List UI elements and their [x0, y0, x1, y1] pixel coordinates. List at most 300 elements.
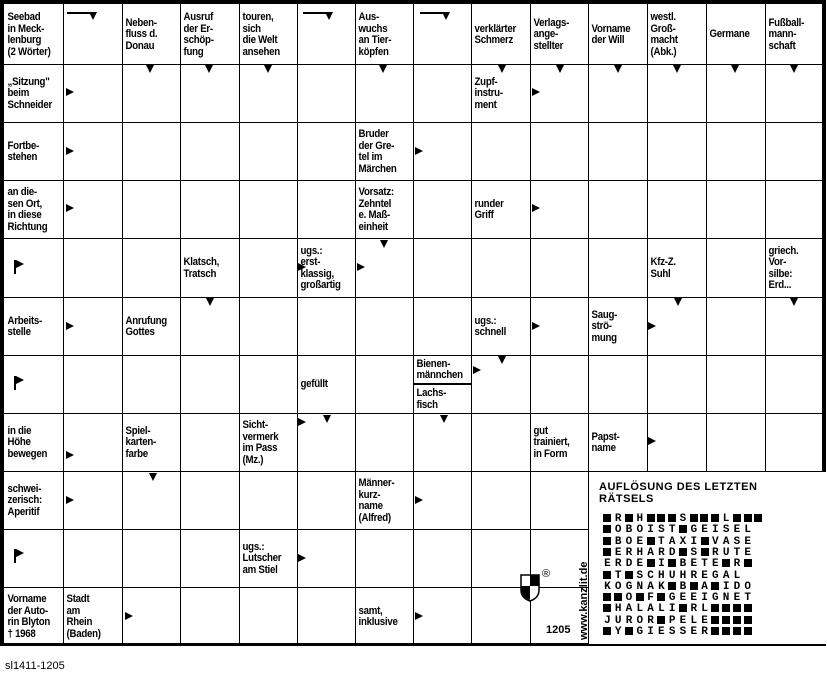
answer-cell[interactable] [530, 122, 588, 180]
arrow-right-icon [648, 322, 656, 330]
answer-cell[interactable] [706, 413, 765, 471]
solution-letter: G [712, 569, 719, 582]
solution-letter: B [679, 580, 687, 593]
answer-cell[interactable] [180, 355, 239, 413]
arrow-down-icon [790, 298, 798, 306]
solution-letter: R [690, 569, 698, 582]
arrow-down-icon [206, 298, 214, 306]
clue-lachs: Lachs- fisch [416, 387, 447, 411]
solution-block [701, 537, 709, 545]
clue-ausruf: Ausruf der Er- schöp- fung [183, 11, 214, 58]
arrow-right-icon [298, 554, 306, 562]
solution-letter: E [733, 592, 741, 605]
answer-cell[interactable] [355, 297, 413, 355]
clue-blyton: Vorname der Auto- rin Blyton † 1968 [7, 593, 51, 640]
solution-letter: I [647, 524, 654, 537]
solution-letter: E [712, 558, 719, 571]
solution-letter: N [722, 592, 730, 605]
solution-block [668, 514, 676, 522]
answer-cell[interactable] [765, 180, 826, 238]
answer-cell[interactable] [706, 122, 765, 180]
clue-hoehe: in die Höhe bewegen [7, 424, 48, 460]
solution-letter: R [647, 614, 654, 627]
solution-letter: B [679, 558, 687, 571]
solution-letter: G [668, 592, 676, 605]
solution-letter: O [614, 524, 622, 537]
arrow-right-icon [125, 612, 133, 620]
answer-cell[interactable] [4, 529, 63, 587]
arrow-right-icon [532, 88, 540, 96]
solution-letter: G [625, 580, 633, 593]
arrow-right-icon [648, 437, 656, 445]
solution-letter: A [701, 580, 708, 593]
solution-letter: I [690, 535, 698, 548]
answer-cell[interactable] [765, 355, 826, 413]
solution-block [657, 593, 665, 601]
solution-letter: D [733, 580, 741, 593]
answer-cell[interactable] [63, 529, 122, 587]
answer-cell[interactable] [297, 587, 355, 645]
solution-block [679, 548, 687, 556]
answer-cell[interactable] [297, 471, 355, 529]
answer-cell[interactable] [471, 413, 530, 471]
answer-cell[interactable] [239, 297, 297, 355]
answer-cell[interactable] [239, 471, 297, 529]
arrow-right-icon [473, 366, 481, 374]
solution-letter: E [636, 535, 644, 548]
arrow-right-icon [298, 263, 306, 271]
solution-letter: E [701, 614, 708, 627]
solution-block [603, 571, 611, 579]
solution-letter: R [625, 614, 633, 627]
solution-letter: S [668, 626, 676, 638]
solution-block [603, 514, 611, 522]
answer-cell[interactable] [4, 238, 63, 297]
clue-diesen-ort: an die- sen Ort, in diese Richtung [7, 186, 48, 233]
solution-letter: X [679, 535, 687, 548]
clue-gefuellt: gefüllt [300, 378, 328, 391]
solution-block [711, 627, 719, 635]
solution-block [722, 627, 730, 635]
solution-block [636, 593, 644, 601]
answer-cell[interactable] [63, 413, 122, 471]
solution-block [603, 593, 611, 601]
answer-cell[interactable] [413, 64, 471, 122]
solution-letter: S [722, 524, 730, 537]
clue-nebenfluss: Neben- fluss d. Donau [125, 16, 158, 52]
solution-block [700, 514, 708, 522]
solution-letter: I [722, 580, 730, 593]
clue-maenner: Männer- kurz- name (Alfred) [358, 477, 395, 524]
solution-letter: S [636, 569, 644, 582]
solution-letter: T [744, 592, 751, 605]
solution-letter: Y [614, 626, 622, 638]
solution-letter: G [690, 524, 698, 537]
solution-letter: R [712, 546, 719, 559]
solution-letter: B [625, 524, 633, 537]
solution-letter: E [701, 569, 708, 582]
solution-block [701, 548, 709, 556]
arrow-down-icon [440, 415, 448, 423]
clue-aperitif: schwei- zerisch: Aperitif [7, 482, 43, 518]
arrow-right-flag-icon [14, 376, 16, 390]
solution-block [668, 559, 676, 567]
arrow-right-icon [415, 147, 423, 155]
clue-auswuchs: Aus- wuchs an Tier- köpfen [358, 11, 392, 58]
solution-letter: L [744, 524, 752, 537]
solution-letter: P [668, 614, 676, 627]
arrow-down-icon [205, 65, 213, 73]
solution-letter: O [744, 580, 752, 593]
solution-letter: I [658, 558, 665, 571]
arrow-down-icon [556, 65, 564, 73]
answer-cell[interactable] [180, 471, 239, 529]
answer-cell[interactable] [588, 122, 647, 180]
solution-letter: E [701, 524, 708, 537]
solution-block [690, 514, 698, 522]
solution-letter: E [690, 558, 698, 571]
solution-row [602, 524, 753, 535]
solution-letter: E [658, 626, 665, 638]
solution-letter: T [614, 569, 622, 582]
clue-vorname-will: Vorname der Will [591, 22, 631, 46]
answer-cell[interactable] [413, 529, 471, 587]
solution-letter: U [614, 614, 622, 627]
solution-title: AUFLÖSUNG DES LETZTEN RÄTSELS [599, 481, 758, 505]
solution-letter: O [625, 535, 633, 548]
answer-cell[interactable] [588, 355, 647, 413]
clue-seebad: Seebad in Meck- lenburg (2 Wörter) [7, 11, 51, 58]
solution-letter: A [722, 535, 730, 548]
solution-block [679, 525, 687, 533]
answer-cell[interactable] [297, 122, 355, 180]
solution-letter: A [625, 603, 633, 616]
solution-block [679, 604, 687, 612]
answer-cell[interactable] [706, 180, 765, 238]
answer-cell[interactable] [239, 180, 297, 238]
solution-block [711, 616, 719, 624]
clue-trainiert: gut trainiert, in Form [533, 424, 570, 460]
answer-cell[interactable] [4, 355, 63, 413]
arrow-down-icon [731, 65, 739, 73]
solution-letter: R [733, 558, 741, 571]
arrow-down-icon [264, 65, 272, 73]
clue-vorsatz: Vorsatz: Zehntel e. Maß- einheit [358, 186, 394, 233]
arrow-down-icon [149, 473, 157, 481]
answer-cell[interactable] [471, 238, 530, 297]
solution-block [603, 537, 611, 545]
clue-fussball: Fußball- mann- schaft [768, 16, 805, 52]
clue-grossmacht: westl. Groß- macht (Abk.) [650, 11, 678, 58]
solution-letter: A [722, 569, 730, 582]
solution-letter: I [701, 592, 708, 605]
answer-cell[interactable] [647, 180, 706, 238]
solution-letter: L [701, 603, 708, 616]
solution-row [602, 581, 753, 592]
solution-block [744, 604, 752, 612]
clue-griff: runder Griff [474, 197, 504, 221]
solution-block [733, 616, 741, 624]
clue-sitzung: „Sitzung" beim Schneider [7, 75, 52, 111]
solution-letter: R [614, 513, 622, 525]
answer-cell[interactable] [413, 180, 471, 238]
footer-code: sl1411-1205 [5, 660, 65, 672]
solution-letter: J [604, 614, 611, 627]
answer-cell[interactable] [588, 180, 647, 238]
solution-letter: S [679, 626, 687, 638]
answer-cell[interactable] [647, 122, 706, 180]
solution-block [733, 627, 741, 635]
solution-block [744, 514, 752, 522]
solution-letter: O [636, 524, 644, 537]
solution-letter: E [614, 546, 622, 559]
solution-letter: T [668, 524, 676, 537]
solution-letter: D [668, 546, 676, 559]
arrow-down-icon [673, 65, 681, 73]
solution-letter: E [690, 592, 698, 605]
answer-cell[interactable] [530, 355, 588, 413]
solution-row [602, 536, 753, 547]
solution-block [603, 627, 611, 635]
solution-letter: I [712, 524, 719, 537]
puzzle-number: 1205 [546, 624, 571, 636]
solution-block [754, 514, 762, 522]
answer-cell[interactable] [297, 297, 355, 355]
solution-letter: D [625, 558, 633, 571]
solution-letter: L [636, 603, 644, 616]
solution-block [744, 616, 752, 624]
solution-letter: E [679, 592, 687, 605]
clue-schmerz: verklärter Schmerz [474, 22, 517, 46]
answer-cell[interactable] [530, 471, 588, 529]
solution-block [722, 559, 730, 567]
clue-saug: Saug- strö- mung [591, 308, 618, 344]
solution-block [744, 559, 752, 567]
solution-letter: O [614, 580, 622, 593]
clue-germane: Germane [709, 28, 750, 41]
clue-verlag: Verlags- ange- stellter [533, 16, 570, 52]
answer-cell[interactable] [765, 413, 826, 471]
solution-letter: K [604, 580, 611, 593]
solution-letter: I [647, 626, 654, 638]
arrow-down-icon [498, 65, 506, 73]
solution-letter: R [658, 546, 665, 559]
solution-block [625, 571, 633, 579]
solution-letter: O [636, 614, 644, 627]
solution-letter: H [658, 569, 665, 582]
solution-block [690, 582, 698, 590]
solution-block [744, 627, 752, 635]
solution-block [625, 627, 633, 635]
answer-cell[interactable] [122, 238, 180, 297]
solution-letter: L [690, 614, 698, 627]
arrow-right-icon [66, 451, 74, 459]
solution-row [602, 626, 753, 637]
answer-cell[interactable] [239, 238, 297, 297]
solution-block [722, 616, 730, 624]
answer-cell[interactable] [180, 587, 239, 645]
clue-griech: griech. Vor- silbe: Erd... [768, 244, 799, 291]
solution-block [603, 604, 611, 612]
arrow-right-icon [415, 612, 423, 620]
solution-block [614, 593, 622, 601]
answer-cell[interactable] [297, 64, 355, 122]
solution-letter: A [647, 546, 654, 559]
answer-cell[interactable] [63, 238, 122, 297]
answer-cell[interactable] [239, 355, 297, 413]
solution-letter: E [679, 614, 687, 627]
clue-bruder: Bruder der Gre- tel im Märchen [358, 128, 397, 175]
solution-row [602, 615, 753, 626]
clue-touren: touren, sich die Welt ansehen [242, 11, 280, 58]
solution-letter: U [668, 569, 676, 582]
arrow-down-icon [379, 65, 387, 73]
solution-letter: E [604, 558, 611, 571]
solution-letter: E [744, 535, 752, 548]
answer-cell[interactable] [122, 180, 180, 238]
solution-block [603, 548, 611, 556]
clue-schnell: ugs.: schnell [474, 314, 507, 338]
solution-letter: R [690, 603, 698, 616]
answer-cell[interactable] [239, 122, 297, 180]
answer-cell[interactable] [413, 297, 471, 355]
solution-letter: F [647, 592, 654, 605]
answer-cell[interactable] [471, 471, 530, 529]
answer-cell[interactable] [63, 355, 122, 413]
solution-letter: I [668, 603, 676, 616]
solution-letter: N [636, 580, 644, 593]
arrow-right-icon [532, 322, 540, 330]
solution-block [711, 582, 719, 590]
answer-cell[interactable] [122, 122, 180, 180]
solution-block [657, 616, 665, 624]
solution-letter: T [701, 558, 708, 571]
solution-block [722, 604, 730, 612]
arrow-right-icon [66, 147, 74, 155]
clue-stadt: Stadt am Rhein (Baden) [66, 593, 101, 640]
solution-letter: A [668, 535, 676, 548]
answer-cell[interactable] [180, 413, 239, 471]
clue-papst: Papst- name [591, 430, 620, 454]
answer-cell[interactable] [706, 355, 765, 413]
answer-cell[interactable] [530, 238, 588, 297]
solution-block [603, 525, 611, 533]
arrow-down-icon [790, 65, 798, 73]
answer-cell[interactable] [706, 238, 765, 297]
solution-row [602, 603, 753, 614]
solution-letter: T [658, 535, 665, 548]
clue-sichtvermerk: Sicht- vermerk im Pass (Mz.) [242, 419, 279, 466]
solution-letter: R [625, 546, 633, 559]
solution-letter: R [701, 626, 708, 638]
arrow-right-icon [66, 88, 74, 96]
answer-cell[interactable] [355, 529, 413, 587]
answer-cell[interactable] [180, 529, 239, 587]
solution-letter: H [636, 546, 644, 559]
solution-letter: E [744, 546, 752, 559]
solution-letter: E [733, 524, 741, 537]
solution-row [602, 558, 753, 569]
solution-block [733, 604, 741, 612]
solution-letter: S [658, 524, 665, 537]
solution-block [733, 514, 741, 522]
solution-letter: A [647, 603, 654, 616]
answer-cell[interactable] [355, 413, 413, 471]
arrow-right-icon [298, 418, 306, 426]
answer-cell[interactable] [355, 355, 413, 413]
answer-cell[interactable] [180, 122, 239, 180]
solution-letter: A [647, 580, 654, 593]
solution-letter: L [733, 569, 741, 582]
arrow-right-flag-icon [14, 549, 16, 563]
answer-cell[interactable] [471, 122, 530, 180]
solution-row [602, 513, 764, 524]
solution-block [711, 514, 719, 522]
solution-letter: S [690, 546, 698, 559]
solution-block [625, 514, 633, 522]
solution-block [711, 604, 719, 612]
clue-anrufung: Anrufung Gottes [125, 314, 167, 338]
clue-zupf: Zupf- instru- ment [474, 75, 503, 111]
arrow-down-icon [674, 298, 682, 306]
solution-letter: R [614, 558, 622, 571]
solution-letter: V [712, 535, 719, 548]
solution-letter: G [636, 626, 644, 638]
solution-letter: L [658, 603, 665, 616]
solution-block [657, 514, 665, 522]
clue-bienen: Bienen- männchen [416, 357, 463, 381]
answer-cell[interactable] [647, 355, 706, 413]
website-text: www.kanzlit.de [578, 561, 590, 640]
arrow-right-icon [532, 204, 540, 212]
solution-row [602, 547, 753, 558]
solution-block [647, 559, 655, 567]
arrow-down-icon [614, 65, 622, 73]
solution-letter: K [658, 580, 665, 593]
answer-cell[interactable] [413, 238, 471, 297]
clue-arbeitsstelle: Arbeits- stelle [7, 314, 42, 338]
arrow-right-icon [357, 263, 365, 271]
solution-letter: G [712, 592, 719, 605]
arrow-down-icon [498, 356, 506, 364]
answer-cell[interactable] [180, 180, 239, 238]
solution-letter: B [614, 535, 622, 548]
publisher-logo [520, 574, 540, 602]
arrow-down-icon [146, 65, 154, 73]
clue-luetscher: ugs.: Lutscher am Stiel [242, 540, 282, 576]
answer-cell[interactable] [239, 587, 297, 645]
solution-letter: S [679, 513, 687, 525]
registered-mark: ® [542, 568, 551, 580]
clue-klatsch: Klatsch, Tratsch [183, 256, 220, 280]
solution-letter: E [636, 558, 644, 571]
solution-letter: H [614, 603, 622, 616]
answer-cell[interactable] [706, 297, 765, 355]
answer-cell[interactable] [297, 180, 355, 238]
solution-letter: C [647, 569, 654, 582]
answer-cell[interactable] [122, 529, 180, 587]
answer-cell[interactable] [765, 122, 826, 180]
solution-block [647, 537, 655, 545]
solution-block [647, 514, 655, 522]
solution-letter: U [722, 546, 730, 559]
clue-kfz: Kfz-Z. Suhl [650, 256, 676, 280]
solution-row [602, 592, 753, 603]
solution-letter: L [722, 513, 730, 525]
answer-cell[interactable] [588, 238, 647, 297]
solution-letter: E [690, 626, 698, 638]
answer-cell[interactable] [122, 355, 180, 413]
